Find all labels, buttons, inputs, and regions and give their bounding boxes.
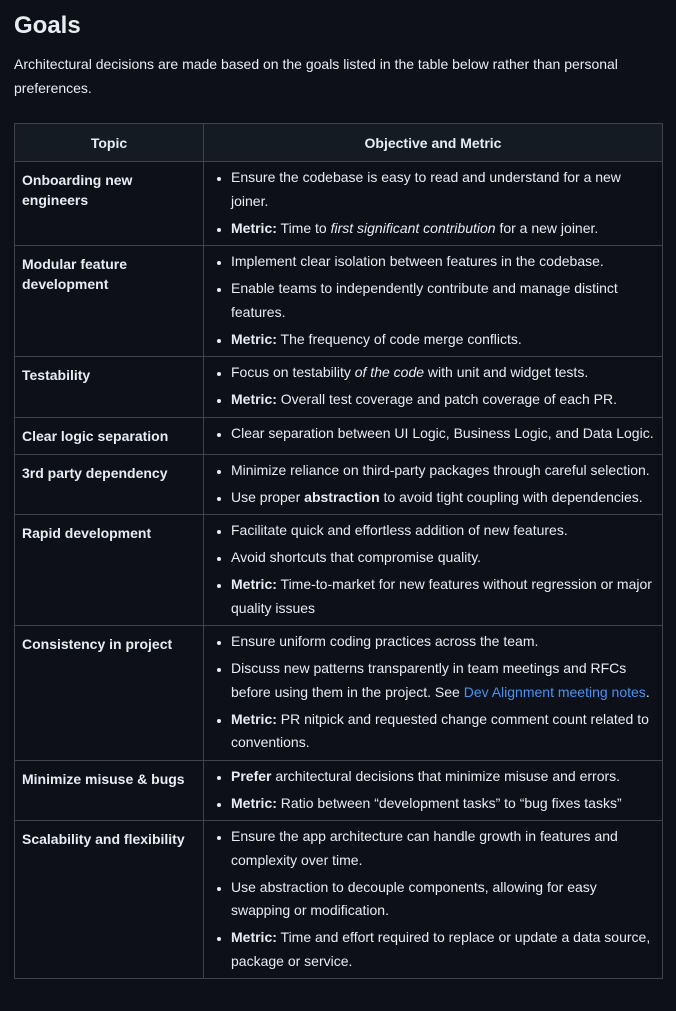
italic-text: of the code (354, 364, 425, 380)
table-body (15, 162, 663, 979)
list-item (231, 217, 654, 241)
objective-cell (204, 357, 663, 418)
list-item (231, 573, 654, 620)
list-item (231, 519, 654, 543)
list-item (231, 546, 654, 570)
text-segment: Ratio between “development tasks” to “bug fixes tasks” (276, 794, 622, 811)
table-row (15, 454, 663, 515)
topic-cell: Scalability and flexibility (15, 821, 204, 979)
objective-list (213, 459, 654, 510)
text-segment: Focus on testability (231, 364, 355, 380)
objective-list (213, 630, 654, 755)
list-item (231, 630, 654, 654)
objective-list (213, 361, 654, 412)
objective-cell (204, 417, 663, 454)
text-segment: to avoid tight coupling with dependencies. (379, 488, 643, 505)
emphasis-text: Prefer (231, 767, 272, 784)
emphasis-text: Metric: (231, 929, 277, 945)
page-title: Goals (14, 12, 81, 39)
text-segment: Clear separation between UI Logic, Business Logic, and Data Logic. (231, 424, 654, 441)
emphasis-text: Metric: (231, 710, 277, 727)
list-item (231, 765, 654, 789)
list-item (231, 825, 654, 872)
objective-cell (204, 626, 663, 761)
text-segment: Use abstraction to decouple components, allowing for easy swapping or modification. (231, 878, 597, 918)
emphasis-text: Metric: (231, 576, 277, 592)
topic-cell: Consistency in project (15, 626, 204, 761)
text-segment: Facilitate quick and effortless addition of new features. (231, 522, 568, 538)
list-item (231, 361, 654, 385)
emphasis-text: Metric: (231, 391, 277, 407)
list-item (231, 486, 654, 510)
intro-paragraph: Architectural decisions are made based on the goals listed in the table below rather than personal preferences. (14, 56, 618, 96)
list-item (231, 792, 654, 816)
topic-cell: Onboarding new engineers (15, 162, 204, 246)
text-segment: Enable teams to independently contribute and manage distinct features. (231, 280, 618, 320)
emphasis-text: Metric: (231, 794, 277, 811)
text-segment: Time-to-market for new features without regression or major quality issues (231, 576, 652, 616)
text-segment: architectural decisions that minimize misuse and errors. (271, 767, 621, 784)
list-item (231, 876, 654, 923)
objective-list (213, 422, 654, 446)
text-segment: Use proper (231, 488, 305, 505)
text-segment: Ensure the app architecture can handle growth in features and complexity over time. (231, 828, 618, 868)
column-header-objective: Objective and Metric (204, 124, 663, 162)
text-segment: Implement clear isolation between features in the codebase. (231, 253, 604, 269)
italic-text: first significant contribution (330, 219, 496, 236)
text-segment: Ensure uniform coding practices across the team. (231, 633, 539, 649)
objective-list (213, 765, 654, 816)
topic-cell: Minimize misuse & bugs (15, 760, 204, 821)
list-item (231, 250, 654, 274)
list-item (231, 926, 654, 973)
text-segment: PR nitpick and requested change comment count related to conventions. (231, 710, 649, 750)
objective-cell (204, 515, 663, 626)
list-item (231, 328, 654, 352)
text-segment: . (645, 683, 650, 700)
list-item (231, 388, 654, 412)
text-segment: Discuss new patterns transparently in team meetings and RFCs before using them in the project. See (231, 660, 627, 700)
topic-cell: Testability (15, 357, 204, 418)
column-header-topic: Topic (15, 124, 204, 162)
emphasis-text: Metric: (231, 330, 277, 347)
objective-cell (204, 821, 663, 979)
table-row (15, 417, 663, 454)
table-header-row (15, 124, 663, 162)
objective-list (213, 519, 654, 620)
text-segment: for a new joiner. (495, 219, 599, 236)
list-item (231, 708, 654, 755)
table-row (15, 515, 663, 626)
goals-table (14, 123, 663, 979)
objective-cell (204, 162, 663, 246)
topic-cell: Clear logic separation (15, 417, 204, 454)
table-row (15, 821, 663, 979)
table-row (15, 246, 663, 357)
list-item (231, 166, 654, 213)
topic-cell: Rapid development (15, 515, 204, 626)
objective-cell (204, 760, 663, 821)
objective-list (213, 250, 654, 351)
objective-cell (204, 454, 663, 515)
topic-cell: 3rd party dependency (15, 454, 204, 515)
objective-list (213, 166, 654, 240)
table-row (15, 162, 663, 246)
table-row (15, 760, 663, 821)
table-row (15, 357, 663, 418)
objective-list (213, 825, 654, 973)
text-segment: Time and effort required to replace or update a data source, package or service. (231, 929, 651, 969)
objective-cell (204, 246, 663, 357)
text-segment: Overall test coverage and patch coverage of each PR. (276, 391, 617, 407)
table-row (15, 626, 663, 761)
text-segment: The frequency of code merge conflicts. (276, 330, 522, 347)
list-item (231, 422, 654, 446)
dev-alignment-notes-link[interactable]: Dev Alignment meeting notes (463, 683, 646, 700)
text-segment: with unit and widget tests. (424, 364, 589, 380)
text-segment: Ensure the codebase is easy to read and understand for a new joiner. (231, 169, 621, 209)
topic-cell: Modular feature development (15, 246, 204, 357)
list-item (231, 459, 654, 483)
list-item (231, 277, 654, 324)
text-segment: Minimize reliance on third-party packages through careful selection. (231, 461, 650, 478)
text-segment: Time to (276, 219, 331, 236)
text-segment: Avoid shortcuts that compromise quality. (231, 549, 482, 565)
list-item (231, 657, 654, 704)
emphasis-text: abstraction (304, 488, 380, 505)
emphasis-text: Metric: (231, 219, 277, 236)
